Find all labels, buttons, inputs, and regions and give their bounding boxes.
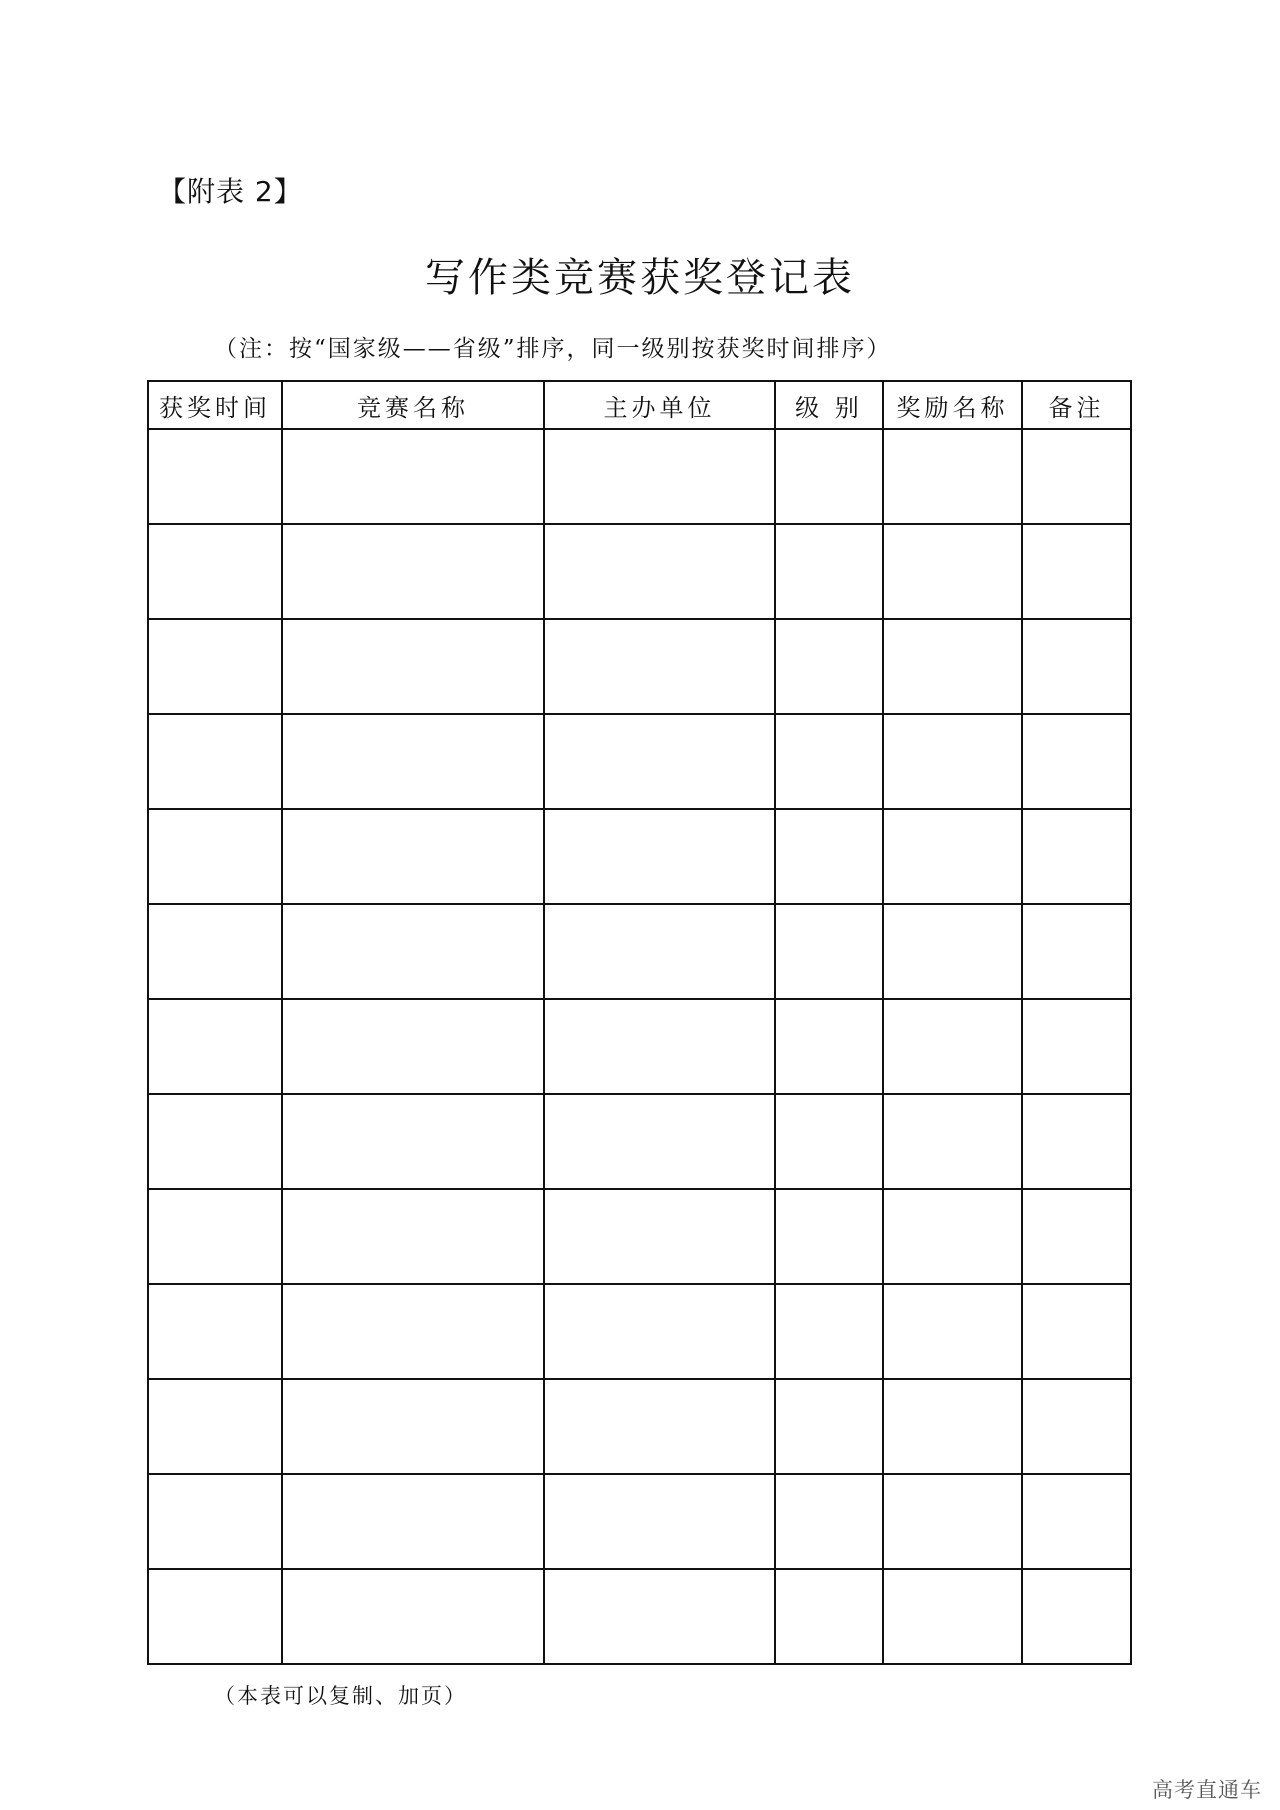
cell-remarks[interactable] xyxy=(1022,904,1131,999)
cell-award-time[interactable] xyxy=(148,714,282,809)
cell-remarks[interactable] xyxy=(1022,1569,1131,1664)
cell-award-name[interactable] xyxy=(883,1094,1022,1189)
cell-award-time[interactable] xyxy=(148,999,282,1094)
award-register-table xyxy=(147,380,1132,1665)
cell-award-time[interactable] xyxy=(148,1189,282,1284)
cell-remarks[interactable] xyxy=(1022,619,1131,714)
cell-organizer[interactable] xyxy=(544,619,775,714)
cell-level[interactable] xyxy=(775,714,883,809)
table-row xyxy=(148,714,1131,809)
cell-competition-name[interactable] xyxy=(282,1474,544,1569)
cell-level[interactable] xyxy=(775,809,883,904)
cell-organizer[interactable] xyxy=(544,999,775,1094)
cell-organizer[interactable] xyxy=(544,1189,775,1284)
table-row xyxy=(148,1284,1131,1379)
table-row xyxy=(148,429,1131,524)
table-row xyxy=(148,999,1131,1094)
cell-award-name[interactable] xyxy=(883,1284,1022,1379)
copy-note: （本表可以复制、加页） xyxy=(214,1684,467,1708)
cell-award-time[interactable] xyxy=(148,1379,282,1474)
sorting-note: （注：按“国家级——省级”排序，同一级别按获奖时间排序） xyxy=(214,336,892,362)
cell-remarks[interactable] xyxy=(1022,524,1131,619)
cell-award-time[interactable] xyxy=(148,1569,282,1664)
cell-award-time[interactable] xyxy=(148,619,282,714)
cell-award-name[interactable] xyxy=(883,999,1022,1094)
table-row xyxy=(148,904,1131,999)
cell-remarks[interactable] xyxy=(1022,809,1131,904)
cell-organizer[interactable] xyxy=(544,1474,775,1569)
table-row xyxy=(148,524,1131,619)
cell-level[interactable] xyxy=(775,904,883,999)
cell-remarks[interactable] xyxy=(1022,1189,1131,1284)
cell-organizer[interactable] xyxy=(544,904,775,999)
cell-competition-name[interactable] xyxy=(282,999,544,1094)
cell-organizer[interactable] xyxy=(544,1094,775,1189)
table-row xyxy=(148,809,1131,904)
cell-award-name[interactable] xyxy=(883,429,1022,524)
cell-award-name[interactable] xyxy=(883,1474,1022,1569)
cell-competition-name[interactable] xyxy=(282,1189,544,1284)
table-row xyxy=(148,1379,1131,1474)
header-organizer: 主办单位 xyxy=(544,381,775,429)
cell-competition-name[interactable] xyxy=(282,1094,544,1189)
cell-remarks[interactable] xyxy=(1022,429,1131,524)
cell-remarks[interactable] xyxy=(1022,1284,1131,1379)
cell-level[interactable] xyxy=(775,1379,883,1474)
table-body xyxy=(148,429,1131,1664)
cell-competition-name[interactable] xyxy=(282,429,544,524)
cell-competition-name[interactable] xyxy=(282,1379,544,1474)
cell-level[interactable] xyxy=(775,999,883,1094)
cell-award-time[interactable] xyxy=(148,524,282,619)
table-row xyxy=(148,1474,1131,1569)
cell-competition-name[interactable] xyxy=(282,1284,544,1379)
cell-award-time[interactable] xyxy=(148,1474,282,1569)
cell-level[interactable] xyxy=(775,1474,883,1569)
cell-award-time[interactable] xyxy=(148,904,282,999)
cell-award-time[interactable] xyxy=(148,429,282,524)
cell-remarks[interactable] xyxy=(1022,999,1131,1094)
cell-award-name[interactable] xyxy=(883,1189,1022,1284)
cell-competition-name[interactable] xyxy=(282,809,544,904)
cell-competition-name[interactable] xyxy=(282,714,544,809)
cell-remarks[interactable] xyxy=(1022,1474,1131,1569)
cell-remarks[interactable] xyxy=(1022,714,1131,809)
cell-organizer[interactable] xyxy=(544,429,775,524)
cell-competition-name[interactable] xyxy=(282,524,544,619)
cell-award-time[interactable] xyxy=(148,1094,282,1189)
cell-organizer[interactable] xyxy=(544,1379,775,1474)
cell-level[interactable] xyxy=(775,1284,883,1379)
cell-level[interactable] xyxy=(775,1189,883,1284)
cell-competition-name[interactable] xyxy=(282,904,544,999)
table-row xyxy=(148,1569,1131,1664)
cell-award-name[interactable] xyxy=(883,1569,1022,1664)
table-row xyxy=(148,619,1131,714)
header-level: 级 别 xyxy=(775,381,883,429)
page-title: 写作类竞赛获奖登记表 xyxy=(425,255,855,301)
header-award-name: 奖励名称 xyxy=(883,381,1022,429)
cell-competition-name[interactable] xyxy=(282,1569,544,1664)
cell-organizer[interactable] xyxy=(544,1284,775,1379)
table-row xyxy=(148,1189,1131,1284)
cell-level[interactable] xyxy=(775,429,883,524)
cell-award-name[interactable] xyxy=(883,524,1022,619)
cell-award-name[interactable] xyxy=(883,1379,1022,1474)
header-remarks: 备注 xyxy=(1022,381,1131,429)
cell-award-time[interactable] xyxy=(148,809,282,904)
header-competition-name: 竞赛名称 xyxy=(282,381,544,429)
cell-award-name[interactable] xyxy=(883,904,1022,999)
cell-award-name[interactable] xyxy=(883,619,1022,714)
cell-award-time[interactable] xyxy=(148,1284,282,1379)
cell-remarks[interactable] xyxy=(1022,1094,1131,1189)
table-row xyxy=(148,1094,1131,1189)
cell-level[interactable] xyxy=(775,619,883,714)
cell-organizer[interactable] xyxy=(544,809,775,904)
cell-remarks[interactable] xyxy=(1022,1379,1131,1474)
cell-organizer[interactable] xyxy=(544,524,775,619)
table-header-row xyxy=(148,381,1131,429)
cell-organizer[interactable] xyxy=(544,714,775,809)
appendix-label: 【附表 2】 xyxy=(158,175,303,208)
header-award-time: 获奖时间 xyxy=(148,381,282,429)
cell-competition-name[interactable] xyxy=(282,619,544,714)
cell-level[interactable] xyxy=(775,1094,883,1189)
cell-award-name[interactable] xyxy=(883,714,1022,809)
cell-level[interactable] xyxy=(775,1569,883,1664)
watermark: 高考直通车 xyxy=(1152,1778,1262,1802)
cell-level[interactable] xyxy=(775,524,883,619)
cell-organizer[interactable] xyxy=(544,1569,775,1664)
cell-award-name[interactable] xyxy=(883,809,1022,904)
